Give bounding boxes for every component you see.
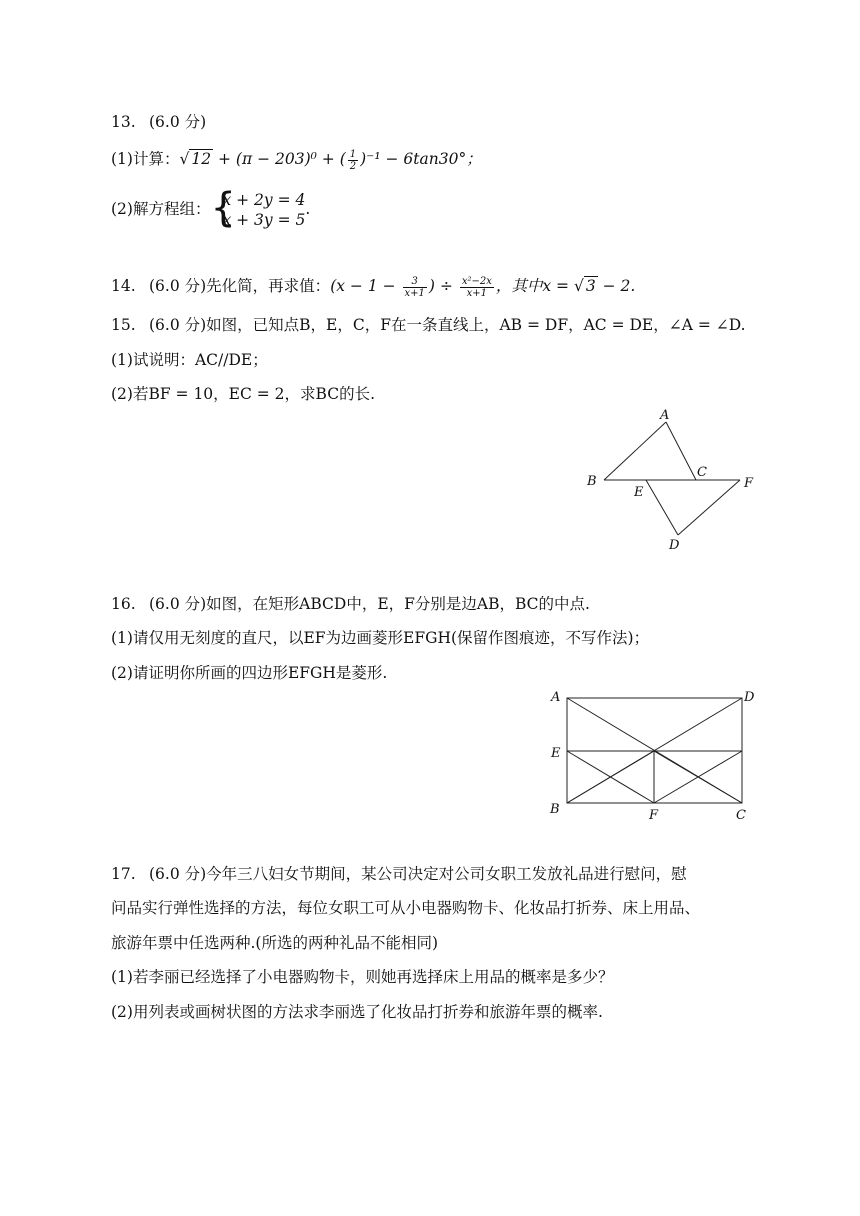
q13-part1: (1)计算：√ 12 + (π − 203)⁰ + ( $\frac{1}{2}$ )⁻¹ − 6tan30°； (111, 148, 482, 172)
label-f: F (649, 808, 659, 823)
q15-text: (6.0 分)如图，已知点B，E，C，F在一条直线上，AB = DF，AC = DE，∠A = ∠D. (149, 316, 746, 334)
label-c: C (736, 808, 746, 823)
segment-df (678, 480, 740, 535)
q14-sqrt: 3 (585, 277, 596, 295)
q13-header (111, 111, 206, 133)
segment-ac (666, 422, 696, 480)
label-d: D (669, 538, 680, 553)
q14-frac1-denominator: x+1 (404, 287, 425, 299)
q14-expr-b: ) ÷ (428, 277, 458, 295)
q17-part2: (2)用列表或画树状图的方法求李丽选了化妆品打折券和旅游年票的概率. (111, 1003, 603, 1021)
q16-text: (6.0 分)如图，在矩形ABCD中，E，F分别是边AB，BC的中点. (149, 595, 590, 613)
q16-figure (540, 683, 770, 828)
q14-expr-c: ，其中x = (495, 277, 574, 295)
q13-part1-prefix: (1)计算： (111, 150, 180, 168)
q15-figure (580, 405, 760, 555)
label-b: B (550, 802, 560, 817)
label-d: D (744, 690, 755, 705)
label-a: A (660, 408, 670, 423)
q16-line (111, 593, 590, 615)
label-c: C (697, 465, 707, 480)
q13-frac-numerator: 1 (349, 148, 357, 160)
label-a: A (551, 690, 561, 705)
q14-number: 14. (111, 277, 136, 295)
q16-part1: (1)请仅用无刻度的直尺，以EF为边画菱形EFGH(保留作图痕迹，不写作法)； (111, 629, 650, 647)
segment-ab (604, 422, 666, 480)
q13-part2-prefix: (2)解方程组： (111, 200, 211, 218)
q16-number: 16. (111, 595, 136, 613)
q14-text: (6.0 分)先化简，再求值： (149, 277, 331, 295)
q17-line1 (111, 863, 687, 885)
q16-part2: (2)请证明你所画的四边形EFGH是菱形. (111, 664, 388, 682)
equation-system (210, 185, 306, 231)
q17-text-1: (6.0 分)今年三八妇女节期间，某公司决定对公司女职工发放礼品进行慰问，慰 (149, 865, 687, 883)
q13-part2 (111, 185, 311, 231)
segment-ed (646, 480, 678, 535)
q13-score: (6.0 分) (149, 113, 207, 131)
label-f: F (744, 476, 754, 491)
q15-part1: (1)试说明：AC//DE； (111, 351, 268, 369)
q14-expr-d: − 2. (597, 277, 636, 295)
label-e: E (551, 746, 561, 761)
q17-text-2: 问品实行弹性选择的方法，每位女职工可从小电器购物卡、化妆品打折券、床上用品、 (111, 899, 701, 917)
q17-text-3: 旅游年票中任选两种.(所选的两种礼品不能相同) (111, 934, 439, 952)
q13-eq-end: . (305, 200, 311, 218)
q17-part1: (1)若李丽已经选择了小电器购物卡，则她再选择床上用品的概率是多少？ (111, 968, 614, 986)
q13-frac-denominator: 2 (349, 160, 357, 172)
q13-number: 13. (111, 113, 136, 131)
q14-line: 14. (6.0 分)先化简，再求值：(x − 1 − $\frac{3}{x+1}$ ) ÷ $\frac{\text{x²−2x}}{x+1}$ ，其中x = √ 3 − 2. (111, 275, 636, 299)
brace-icon: { (210, 185, 236, 231)
q15-number: 15. (111, 316, 136, 334)
q14-fraction-2 (460, 276, 494, 299)
q17-number: 17. (111, 865, 136, 883)
q13-sqrt: 12 (191, 150, 212, 168)
q15-line (111, 314, 746, 336)
q14-frac2-numerator: x²−2x (461, 275, 492, 287)
q13-expr-b: + (π − 203)⁰ + ( (213, 150, 346, 168)
equation-2: x + 3y = 5 (222, 211, 306, 229)
q15-part2: (2)若BF = 10，EC = 2，求BC的长. (111, 385, 376, 403)
q13-fraction (348, 149, 358, 172)
q14-frac2-denominator: x+1 (466, 287, 488, 299)
label-e: E (634, 485, 644, 500)
q14-fraction-1 (403, 276, 427, 299)
q13-expr-c: )⁻¹ − 6tan30°； (360, 150, 482, 168)
q14-expr-a: (x − 1 − (330, 277, 401, 295)
equation-1: x + 2y = 4 (222, 191, 306, 209)
q14-frac1-numerator: 3 (403, 276, 427, 288)
label-b: B (587, 474, 597, 489)
